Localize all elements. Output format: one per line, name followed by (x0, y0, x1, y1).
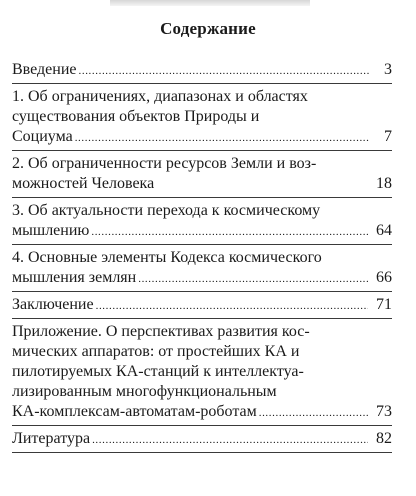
toc-entry-references[interactable] (12, 429, 392, 453)
toc-page-number: 66 (376, 269, 392, 286)
toc-entry-line: 1. Об ограничениях, диапазонах и областях (12, 88, 308, 105)
scan-edge (110, 0, 310, 6)
toc-entry-last-line (12, 221, 392, 242)
leader-dots (96, 296, 368, 316)
page-title: Содержание (160, 19, 256, 38)
leader-dots (75, 128, 370, 148)
toc-entry-chapter-4[interactable] (12, 248, 392, 292)
toc-entry-title: КА-комплексам-автоматам-роботам (12, 403, 257, 420)
leader-dots (91, 222, 368, 242)
toc-entry-title: Литература (12, 430, 91, 447)
toc-entry-conclusion[interactable] (12, 295, 392, 319)
toc-entry-chapter-2[interactable] (12, 154, 392, 198)
toc-entry-last-line (12, 402, 392, 423)
toc-entry-introduction[interactable] (12, 60, 392, 84)
table-of-contents (12, 60, 392, 453)
toc-page-number: 82 (376, 430, 392, 447)
toc-entry-last-line (12, 127, 392, 148)
toc-entry-last-line (12, 295, 392, 316)
leader-dots (138, 269, 368, 289)
toc-page-number: 18 (376, 175, 392, 192)
leader-dots (79, 61, 371, 81)
toc-entry-chapter-3[interactable] (12, 201, 392, 245)
toc-page-number: 7 (384, 128, 392, 145)
toc-entry-last-line (12, 429, 392, 450)
leader-dots (259, 403, 368, 423)
toc-entry-title: Социума (12, 128, 73, 145)
toc-page-number: 73 (376, 403, 392, 420)
toc-entry-title: Заключение (12, 296, 94, 313)
toc-entry-last-line (12, 174, 392, 195)
toc-entry-line: 2. Об ограниченности ресурсов Земли и воз- (12, 155, 317, 172)
entry-underline (12, 452, 392, 453)
toc-page-number: 71 (376, 296, 392, 313)
toc-entry-title: мышления землян (12, 269, 137, 286)
toc-entry-title: можностей Человека (12, 175, 155, 192)
toc-entry-last-line (12, 60, 392, 81)
toc-entry-line: Приложение. О перспективах развития кос- (12, 323, 310, 340)
toc-entry-appendix[interactable] (12, 322, 392, 426)
toc-entry-line: мических аппаратов: от простейших КА и (12, 343, 300, 360)
toc-entry-line: существования объектов Природы и (12, 108, 260, 125)
toc-entry-line: лизированным многофункциональным (12, 383, 277, 400)
leader-dots (92, 430, 368, 450)
toc-entry-title: Введение (12, 61, 77, 78)
toc-entry-last-line (12, 268, 392, 289)
toc-page-number: 3 (384, 61, 392, 78)
toc-entry-line: 3. Об актуальности перехода к космическому (12, 202, 321, 219)
toc-entry-title: мышлению (12, 222, 90, 239)
toc-page-number: 64 (376, 222, 392, 239)
toc-entry-chapter-1[interactable] (12, 87, 392, 151)
toc-entry-line: пилотируемых КА-станций к интеллектуа- (12, 363, 304, 380)
toc-entry-line: 4. Основные элементы Кодекса космического (12, 249, 322, 266)
